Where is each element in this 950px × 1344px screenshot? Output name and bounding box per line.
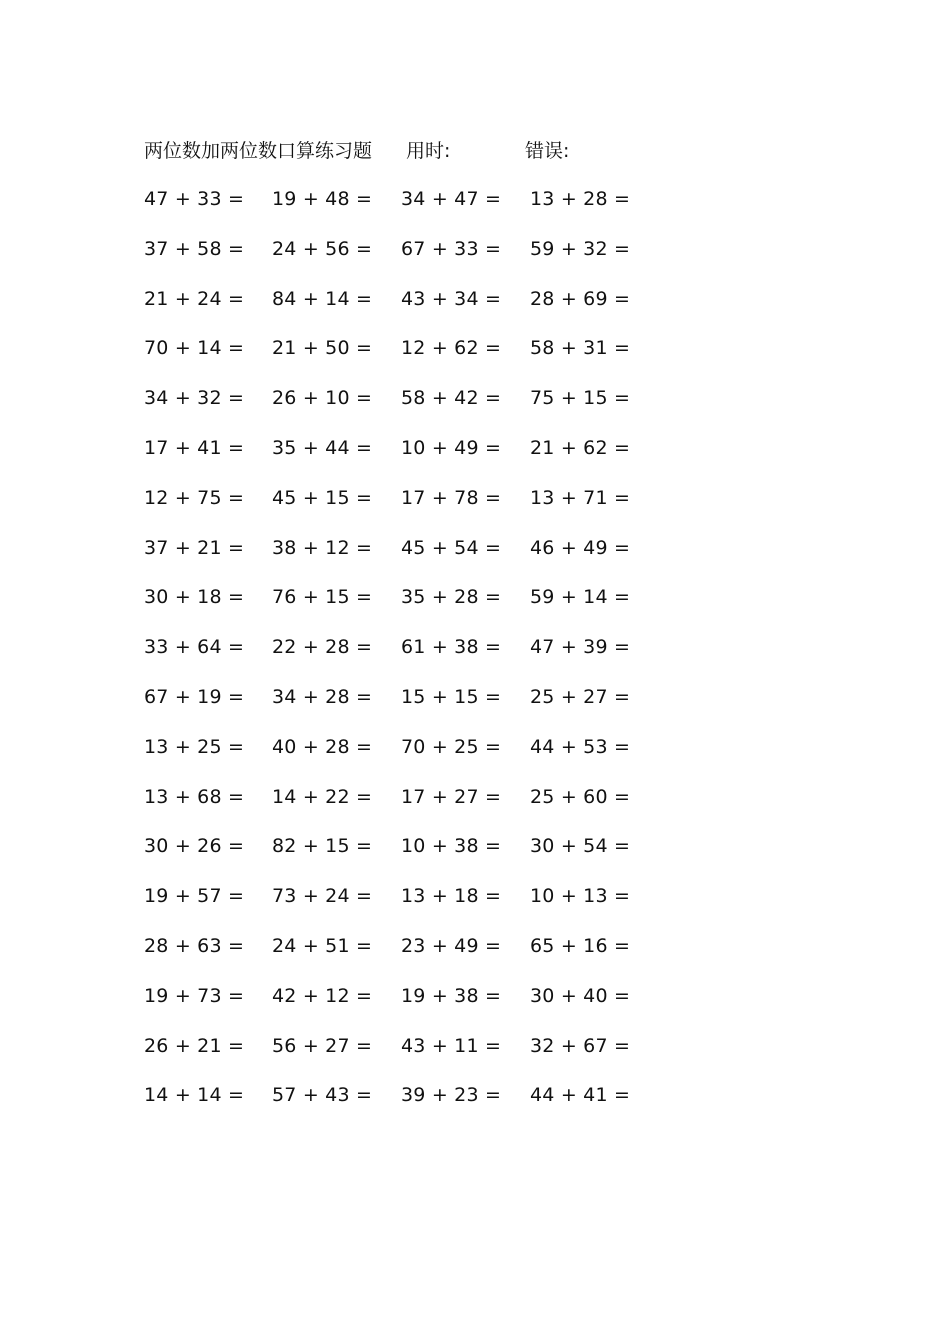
worksheet-title: 两位数加两位数口算练习题 <box>144 140 373 162</box>
problem-row <box>144 682 664 732</box>
arithmetic-problem: 61 + 38 = <box>401 636 502 659</box>
arithmetic-problem: 47 + 39 = <box>530 636 631 659</box>
arithmetic-problem: 44 + 41 = <box>530 1084 631 1107</box>
arithmetic-problem: 19 + 48 = <box>272 188 373 210</box>
arithmetic-problem: 28 + 69 = <box>530 287 631 310</box>
arithmetic-problem: 70 + 14 = <box>144 337 245 360</box>
arithmetic-problem: 67 + 33 = <box>401 237 502 260</box>
arithmetic-problem: 44 + 53 = <box>530 735 631 758</box>
arithmetic-problem: 40 + 28 = <box>272 735 373 758</box>
arithmetic-problem: 30 + 26 = <box>144 835 245 858</box>
arithmetic-problem: 21 + 62 = <box>530 436 631 459</box>
problem-row <box>144 234 664 284</box>
arithmetic-problem: 46 + 49 = <box>530 536 631 559</box>
arithmetic-problem: 38 + 12 = <box>272 536 373 559</box>
arithmetic-problem: 35 + 44 = <box>272 436 373 459</box>
arithmetic-problem: 25 + 27 = <box>530 685 631 708</box>
arithmetic-problem: 34 + 32 = <box>144 387 245 410</box>
arithmetic-problem: 26 + 21 = <box>144 1034 245 1057</box>
arithmetic-problem: 26 + 10 = <box>272 387 373 410</box>
problem-row <box>144 483 664 533</box>
arithmetic-problem: 12 + 75 = <box>144 486 245 509</box>
arithmetic-problem: 30 + 18 = <box>144 586 245 609</box>
arithmetic-problem: 47 + 33 = <box>144 188 245 210</box>
problem-row <box>144 383 664 433</box>
arithmetic-problem: 14 + 14 = <box>144 1084 245 1107</box>
problem-row <box>144 632 664 682</box>
arithmetic-problem: 34 + 28 = <box>272 685 373 708</box>
arithmetic-problem: 10 + 13 = <box>530 885 631 908</box>
arithmetic-problem: 59 + 14 = <box>530 586 631 609</box>
arithmetic-problem: 13 + 68 = <box>144 785 245 808</box>
arithmetic-problem: 15 + 15 = <box>401 685 502 708</box>
arithmetic-problem: 25 + 60 = <box>530 785 631 808</box>
arithmetic-problem: 30 + 40 = <box>530 984 631 1007</box>
problem-row <box>144 981 664 1031</box>
arithmetic-problem: 23 + 49 = <box>401 934 502 957</box>
problem-row <box>144 284 664 334</box>
arithmetic-problem: 13 + 25 = <box>144 735 245 758</box>
arithmetic-problem: 21 + 50 = <box>272 337 373 360</box>
arithmetic-problem: 17 + 78 = <box>401 486 502 509</box>
arithmetic-problem: 82 + 15 = <box>272 835 373 858</box>
arithmetic-problem: 19 + 38 = <box>401 984 502 1007</box>
time-used-label: 用时: <box>406 140 451 162</box>
arithmetic-problem: 22 + 28 = <box>272 636 373 659</box>
arithmetic-problem: 37 + 58 = <box>144 237 245 260</box>
arithmetic-problem: 33 + 64 = <box>144 636 245 659</box>
arithmetic-problem: 58 + 31 = <box>530 337 631 360</box>
arithmetic-problem: 76 + 15 = <box>272 586 373 609</box>
arithmetic-problem: 73 + 24 = <box>272 885 373 908</box>
arithmetic-problem: 43 + 34 = <box>401 287 502 310</box>
arithmetic-problem: 12 + 62 = <box>401 337 502 360</box>
arithmetic-problem: 57 + 43 = <box>272 1084 373 1107</box>
problem-row <box>144 931 664 981</box>
arithmetic-problem: 43 + 11 = <box>401 1034 502 1057</box>
arithmetic-problem: 13 + 28 = <box>530 188 631 210</box>
arithmetic-problem: 13 + 71 = <box>530 486 631 509</box>
arithmetic-problem: 75 + 15 = <box>530 387 631 410</box>
arithmetic-problem: 30 + 54 = <box>530 835 631 858</box>
arithmetic-problem: 24 + 51 = <box>272 934 373 957</box>
arithmetic-problem: 67 + 19 = <box>144 685 245 708</box>
problem-row <box>144 831 664 881</box>
arithmetic-problem: 56 + 27 = <box>272 1034 373 1057</box>
problem-row <box>144 333 664 383</box>
arithmetic-problem: 58 + 42 = <box>401 387 502 410</box>
problem-row <box>144 582 664 632</box>
arithmetic-problem: 70 + 25 = <box>401 735 502 758</box>
problem-row <box>144 732 664 782</box>
arithmetic-problem: 19 + 73 = <box>144 984 245 1007</box>
arithmetic-problem: 13 + 18 = <box>401 885 502 908</box>
arithmetic-problem: 45 + 54 = <box>401 536 502 559</box>
arithmetic-problem: 39 + 23 = <box>401 1084 502 1107</box>
arithmetic-problem: 17 + 27 = <box>401 785 502 808</box>
arithmetic-problem: 65 + 16 = <box>530 934 631 957</box>
arithmetic-problem: 21 + 24 = <box>144 287 245 310</box>
arithmetic-problem: 34 + 47 = <box>401 188 502 210</box>
problem-grid <box>144 184 664 1130</box>
arithmetic-problem: 35 + 28 = <box>401 586 502 609</box>
arithmetic-problem: 37 + 21 = <box>144 536 245 559</box>
arithmetic-problem: 17 + 41 = <box>144 436 245 459</box>
errors-label: 错误: <box>525 140 570 162</box>
arithmetic-problem: 42 + 12 = <box>272 984 373 1007</box>
arithmetic-problem: 10 + 38 = <box>401 835 502 858</box>
problem-row <box>144 184 664 234</box>
worksheet-header <box>0 136 950 166</box>
arithmetic-problem: 59 + 32 = <box>530 237 631 260</box>
problem-row <box>144 1031 664 1081</box>
arithmetic-problem: 84 + 14 = <box>272 287 373 310</box>
arithmetic-problem: 32 + 67 = <box>530 1034 631 1057</box>
arithmetic-problem: 24 + 56 = <box>272 237 373 260</box>
arithmetic-problem: 10 + 49 = <box>401 436 502 459</box>
problem-row <box>144 782 664 832</box>
arithmetic-problem: 45 + 15 = <box>272 486 373 509</box>
arithmetic-problem: 19 + 57 = <box>144 885 245 908</box>
arithmetic-problem: 28 + 63 = <box>144 934 245 957</box>
problem-row <box>144 1080 664 1130</box>
problem-row <box>144 881 664 931</box>
arithmetic-problem: 14 + 22 = <box>272 785 373 808</box>
problem-row <box>144 533 664 583</box>
problem-row <box>144 433 664 483</box>
